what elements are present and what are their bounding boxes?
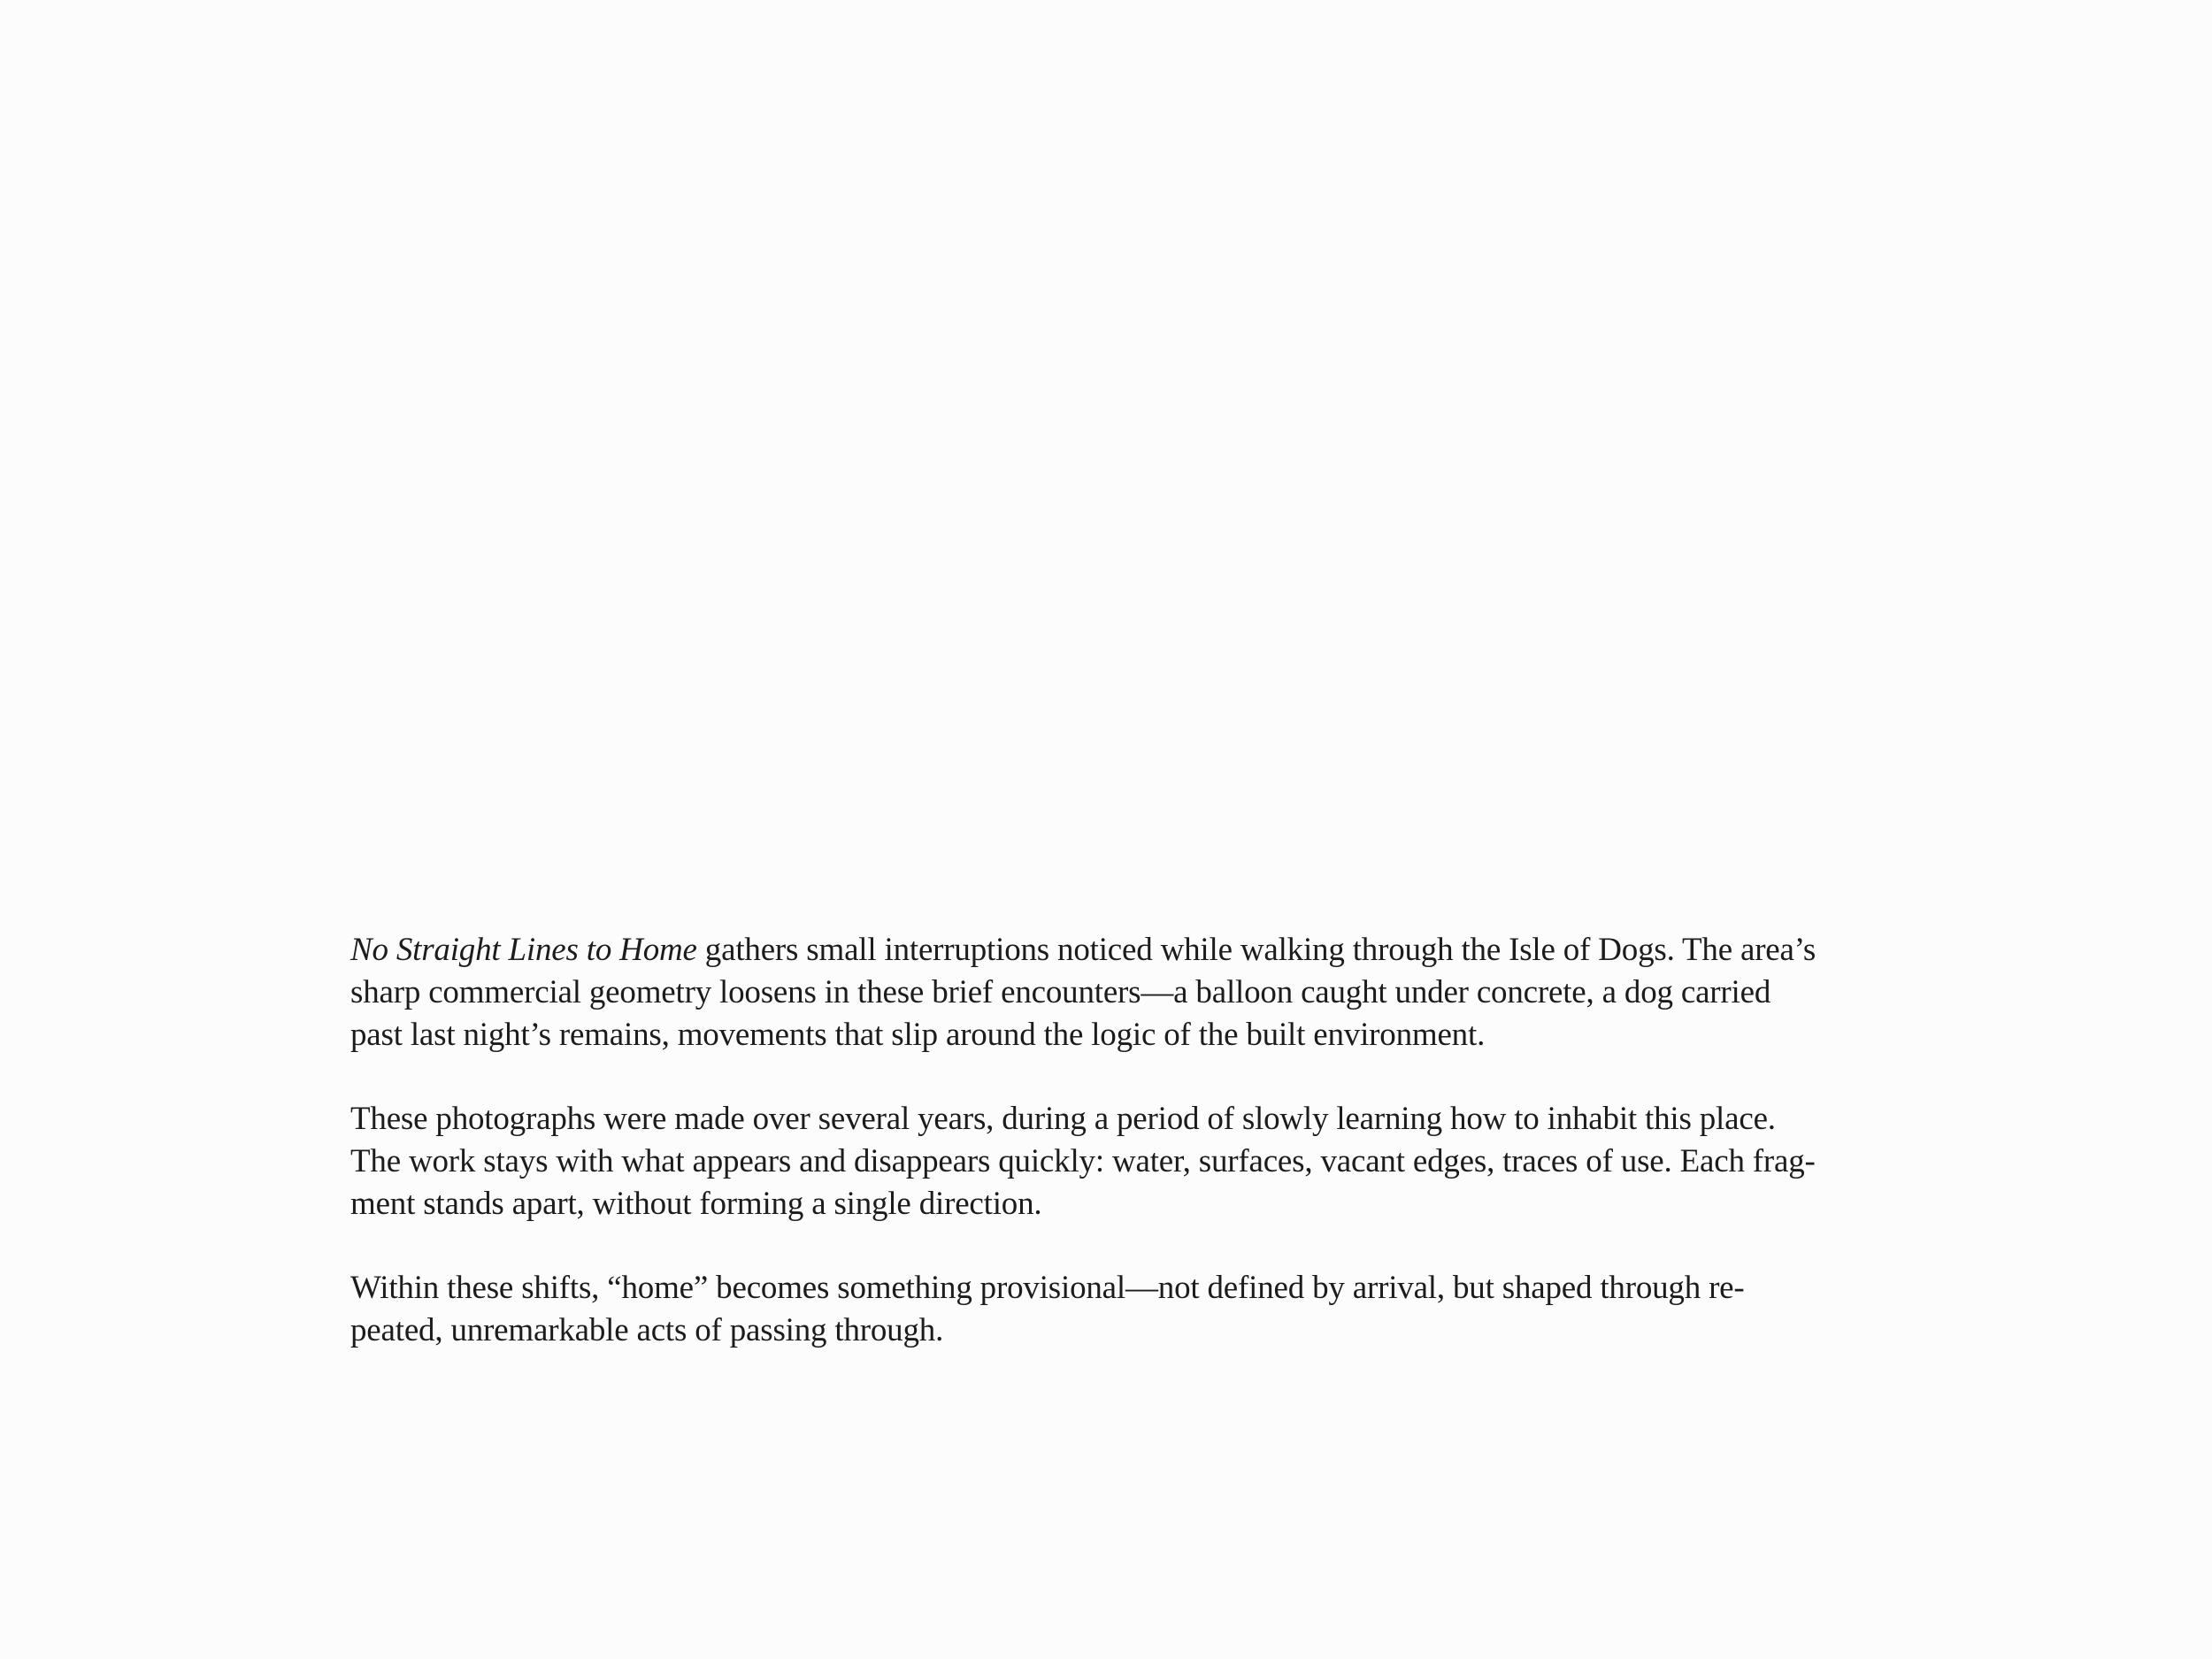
paragraph-2-line-3: ment stands apart, without forming a single direction.: [350, 1186, 1042, 1222]
paragraph-2-line-1: These photographs were made over several years, during a period of slowly learning how to inhabit this place.: [350, 1101, 1776, 1137]
statement-paragraph-1: [350, 929, 1872, 1056]
project-title: No Straight Lines to Home: [350, 932, 697, 968]
paragraph-1-line-1-text: gathers small interruptions noticed while walking through the Isle of Dogs. The area’s: [696, 932, 1816, 968]
statement-paragraph-2: [350, 1098, 1872, 1225]
paragraph-3-line-2: peated, unremarkable acts of passing through.: [350, 1312, 944, 1348]
paragraph-3-line-1: Within these shifts, “home” becomes something provisional—not defined by arrival, but shaped through re-: [350, 1270, 1745, 1306]
artist-statement: [350, 929, 1872, 1352]
paragraph-1-line-1: [350, 929, 1872, 972]
paragraph-1-line-3: past last night’s remains, movements that slip around the logic of the built environment.: [350, 1017, 1486, 1053]
paragraph-2-line-2: The work stays with what appears and disappears quickly: water, surfaces, vacant edges, traces of use. Each frag-: [350, 1143, 1816, 1179]
statement-paragraph-3: [350, 1267, 1872, 1352]
paragraph-1-line-2: sharp commercial geometry loosens in these brief encounters—a balloon caught under concrete, a dog carried: [350, 974, 1771, 1010]
